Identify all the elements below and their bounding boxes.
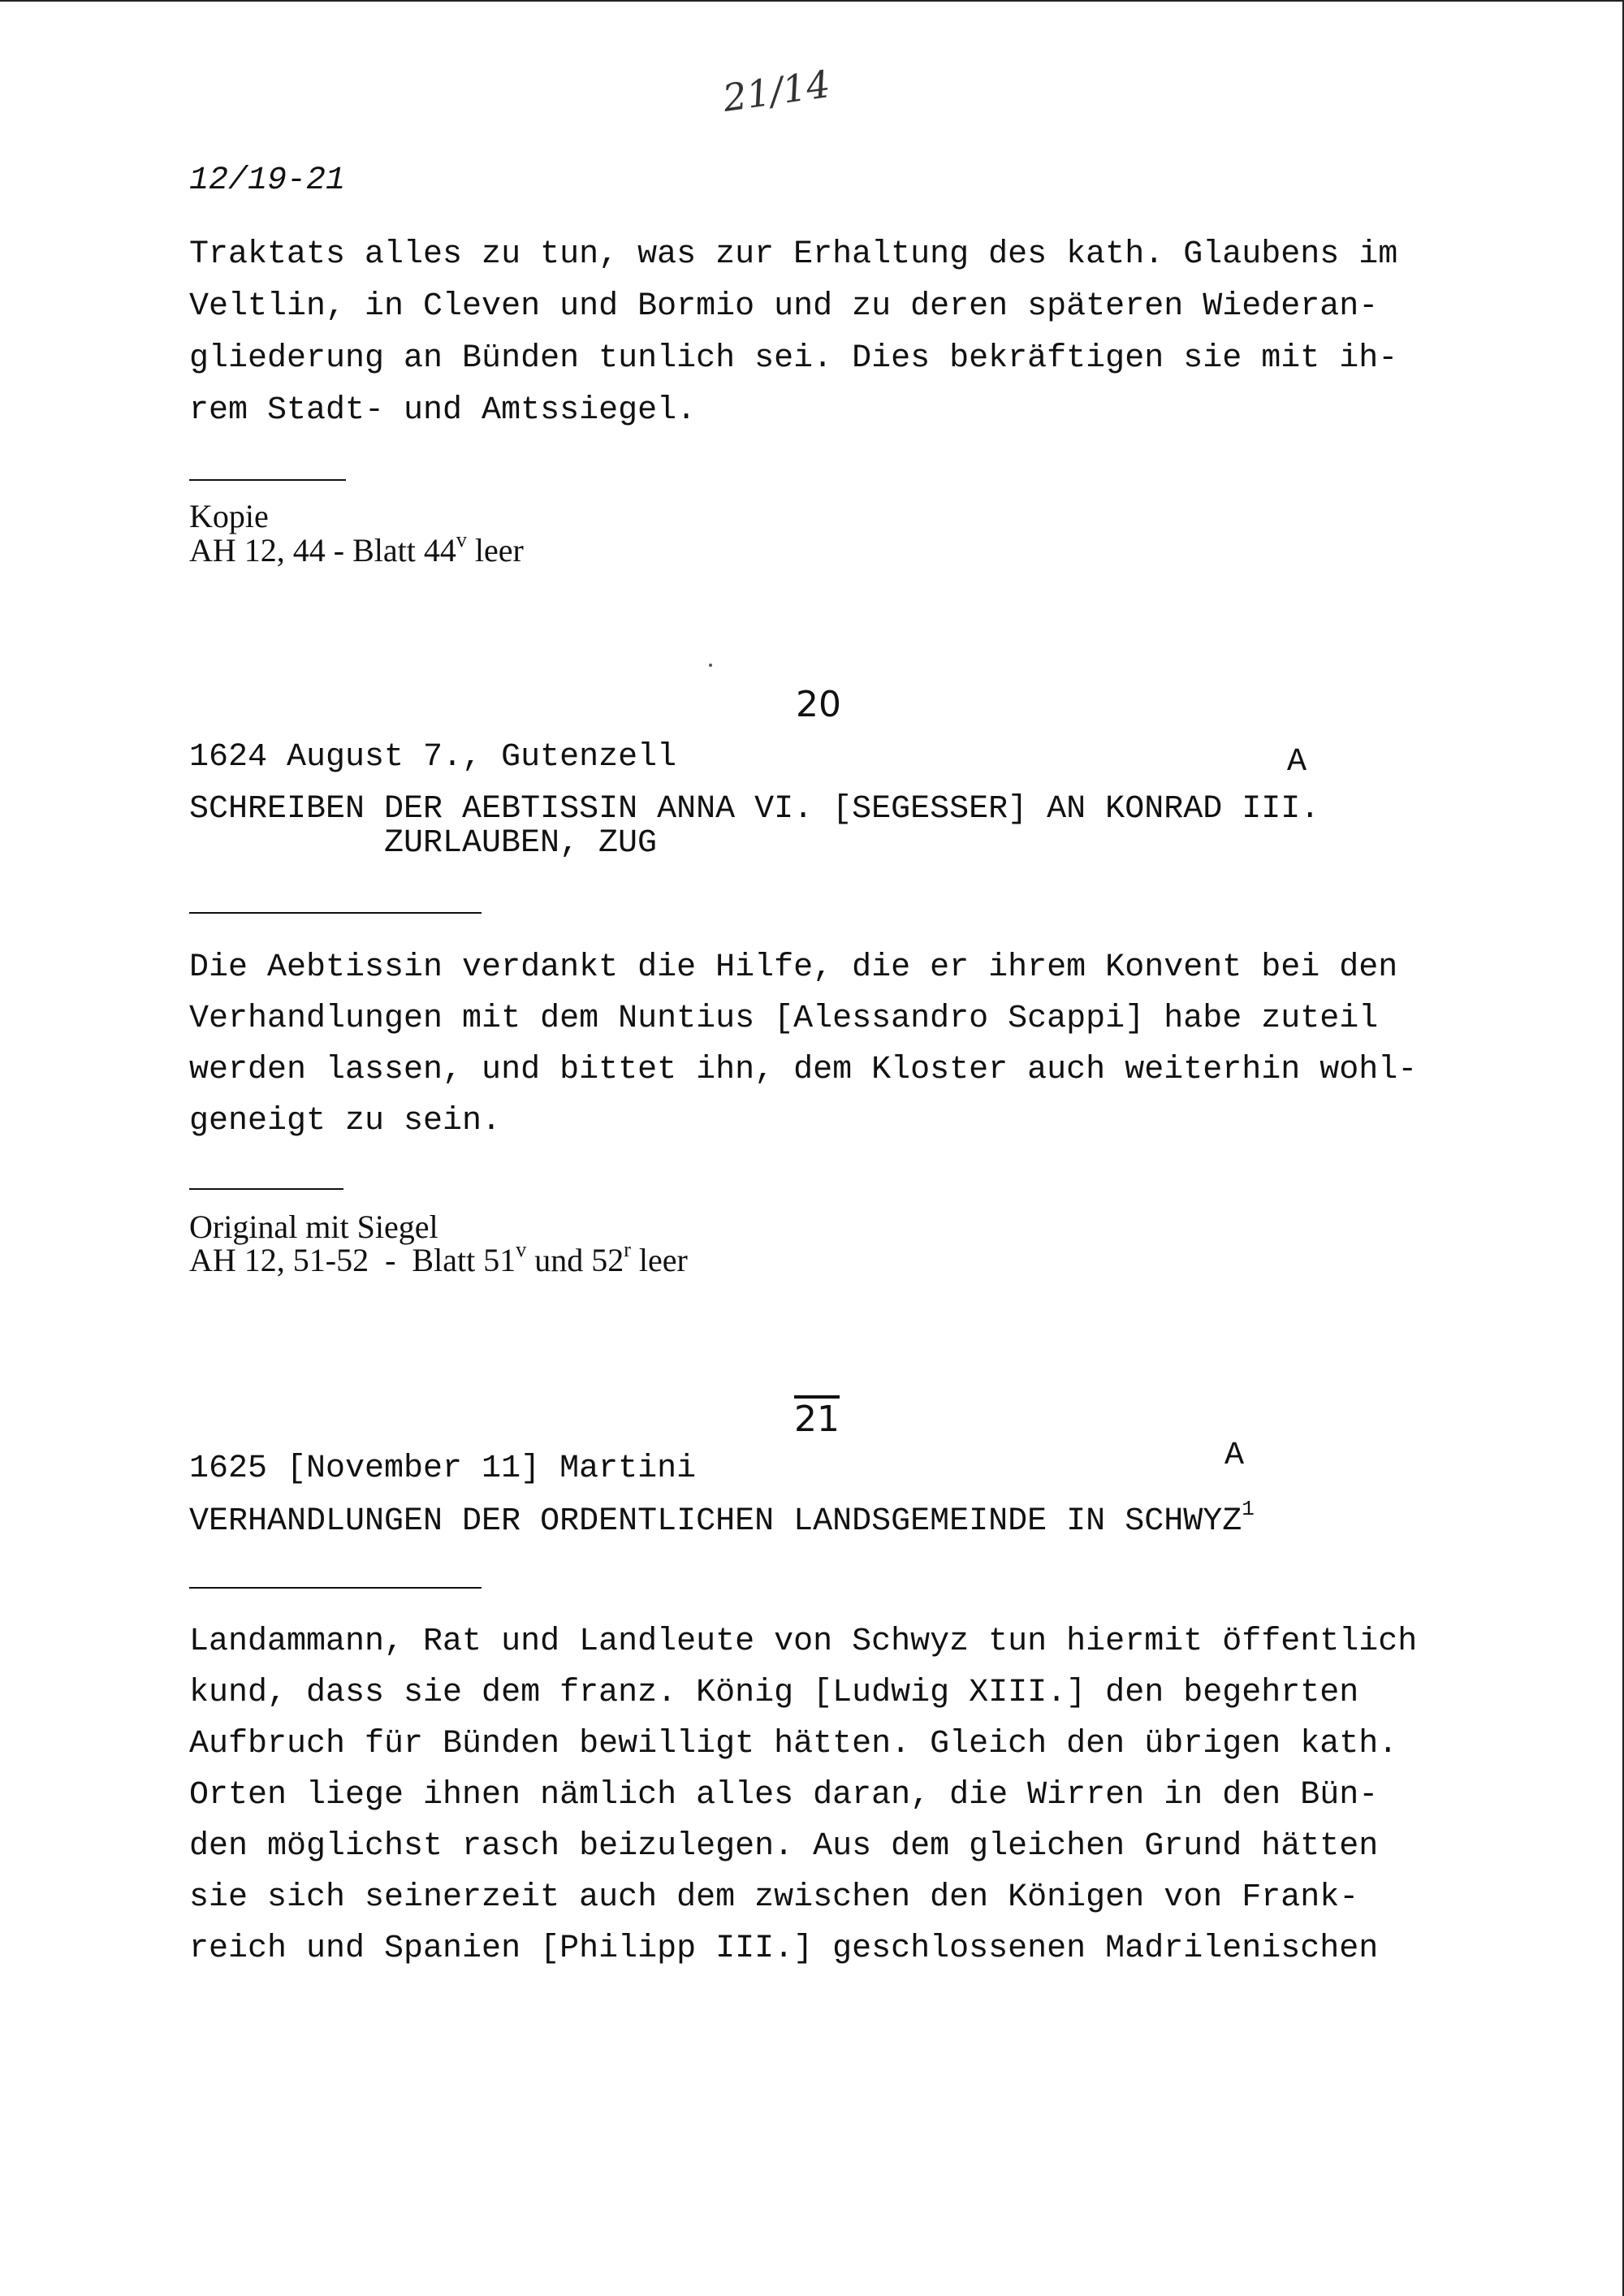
entry-number: 21 [794, 1399, 840, 1440]
body-line: gliederung an Bünden tunlich sei. Dies bekräftigen sie mit ih- [189, 340, 1398, 377]
divider-rule [189, 1188, 343, 1190]
body-line: werden lassen, und bittet ihn, dem Kloster auch weiterhin wohl- [189, 1052, 1418, 1088]
body-line: rem Stadt- und Amtssiegel. [189, 392, 697, 429]
page-reference: 12/19-21 [189, 162, 346, 199]
body-line: Veltlin, in Cleven und Bormio und zu deren späteren Wiederan- [189, 288, 1379, 325]
body-line: kund, dass sie dem franz. König [Ludwig XIII.] den begehrten [189, 1675, 1359, 1711]
entry-marker: A [1224, 1438, 1245, 1474]
body-line: Orten liege ihnen nämlich alles daran, die Wirren in den Bün- [189, 1777, 1379, 1814]
entry-number: 20 [796, 684, 841, 725]
body-line: geneigt zu sein. [189, 1103, 502, 1139]
source-reference: AH 12, 51-52 - Blatt 51$^v$ und 52$^r$ leer [189, 1238, 688, 1278]
entry-date-place: 1624 August 7., Gutenzell [189, 739, 677, 776]
footnote-marker: 1 [1242, 1497, 1255, 1521]
entry-date-place: 1625 [November 11] Martini [189, 1451, 697, 1487]
body-line: sie sich seinerzeit auch dem zwischen den Königen von Frank- [189, 1879, 1359, 1916]
entry-title: VERHANDLUNGEN DER ORDENTLICHEN LANDSGEMEINDE IN SCHWYZ$^1$ [189, 1497, 1255, 1540]
body-line: reich und Spanien [Philipp III.] geschlossenen Madrilenischen [189, 1931, 1379, 1967]
body-line: Verhandlungen mit dem Nuntius [Alessandro Scappi] habe zuteil [189, 1001, 1379, 1037]
source-type: Original mit Siegel [189, 1209, 438, 1245]
body-line: Landammann, Rat und Landleute von Schwyz tun hiermit öffentlich [189, 1624, 1418, 1660]
body-line: den möglichst rasch beizulegen. Aus dem gleichen Grund hätten [189, 1828, 1379, 1865]
entry-marker: A [1287, 744, 1307, 780]
divider-rule [189, 1587, 482, 1589]
source-type: Kopie [189, 498, 269, 534]
body-line: Traktats alles zu tun, was zur Erhaltung des kath. Glaubens im [189, 236, 1398, 273]
divider-rule [189, 912, 482, 914]
handwritten-page-mark: 21/14 [719, 62, 833, 120]
body-line: Die Aebtissin verdankt die Hilfe, die er ihrem Konvent bei den [189, 949, 1398, 986]
source-reference: AH 12, 44 - Blatt 44$^v$ leer [189, 528, 524, 569]
speck [709, 664, 712, 667]
body-line: Aufbruch für Bünden bewilligt hätten. Gleich den übrigen kath. [189, 1726, 1398, 1762]
entry-title: SCHREIBEN DER AEBTISSIN ANNA VI. [SEGESSER] AN KONRAD III. [189, 791, 1320, 828]
divider-rule [189, 479, 346, 481]
entry-title-continued: ZURLAUBEN, ZUG [384, 825, 658, 862]
